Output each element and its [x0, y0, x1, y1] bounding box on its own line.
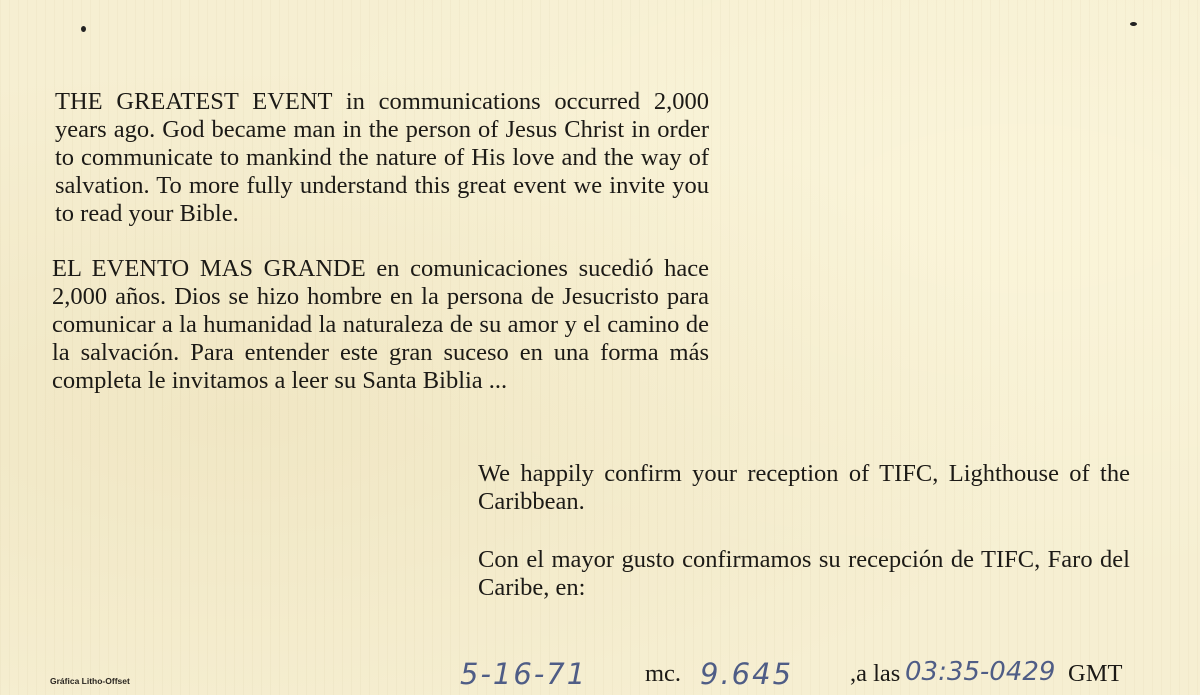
gmt-label: GMT	[1068, 660, 1123, 687]
english-confirmation: We happily confirm your reception of TIFC, Lighthouse of the Caribbean.	[478, 460, 1130, 515]
spanish-confirmation: Con el mayor gusto confirmamos su recepción de TIFC, Faro del Caribe, en:	[478, 546, 1130, 601]
english-message: THE GREATEST EVENT in communications occurred 2,000 years ago. God became man in the person of Jesus Christ in order to communicate to mankind the nature of His love and the way of salvation. To more fully understand this great event we invite you to read your Bible.	[55, 88, 709, 227]
time-label: ,a las	[850, 660, 901, 687]
punch-mark	[81, 26, 86, 32]
reception-date: 5-16-71	[460, 657, 588, 691]
mc-label: mc.	[645, 660, 682, 687]
spanish-message: EL EVENTO MAS GRANDE en comunicaciones sucedió hace 2,000 años. Dios se hizo hombre en la persona de Jesucristo para comunicar a la humanidad la naturaleza de su amor y el camino de la salvación. Para entender este gran suceso en una forma más completa le invitamos a leer su Santa Biblia ...	[52, 255, 709, 394]
reception-time: 03:35-0429	[905, 657, 1056, 687]
reception-frequency: 9.645	[700, 657, 794, 691]
punch-mark	[1130, 22, 1137, 26]
printer-credit: Gráfica Litho-Offset	[50, 676, 130, 686]
